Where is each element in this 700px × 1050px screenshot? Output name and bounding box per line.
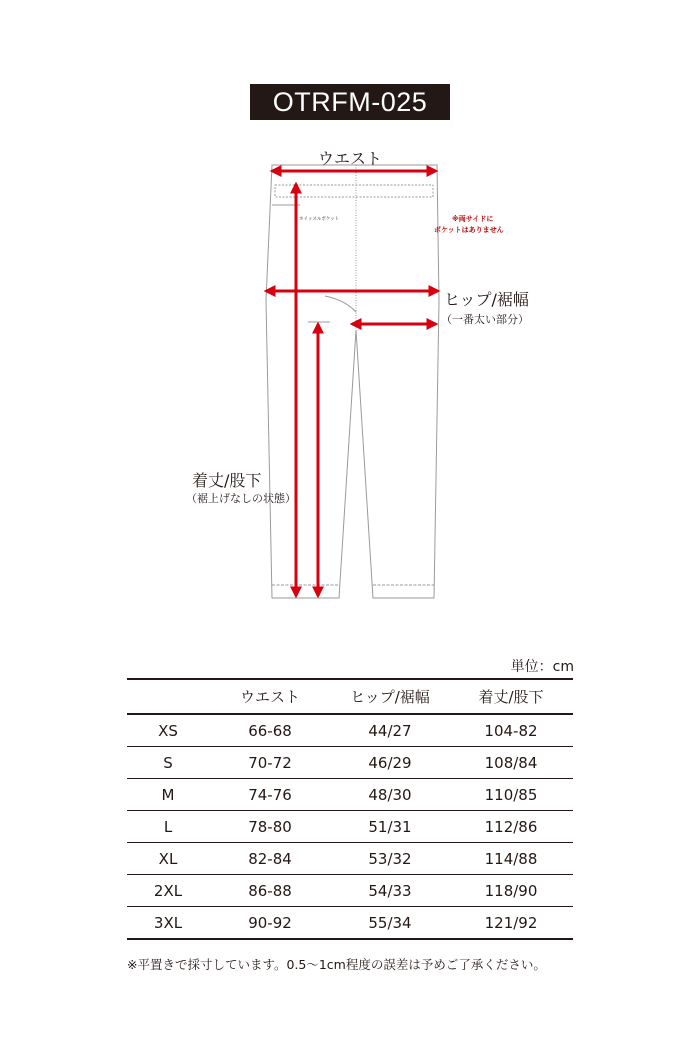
table-row [127,907,573,940]
hip-cell: 53/32 [368,849,412,868]
length-cell: 108/84 [484,753,538,772]
length-cell: 110/85 [484,785,538,804]
hip-cell: 44/27 [368,721,412,740]
length-note: （裾上げなしの状態） [186,492,296,505]
hip-cell: 55/34 [368,913,412,932]
pocket-note-line2: ポケットはありません [434,226,504,234]
waist-cell: 86-88 [248,881,292,900]
length-cell: 118/90 [484,881,538,900]
header-cell: ウエスト [239,688,300,706]
hip-label: ヒップ/裾幅 [444,290,529,309]
length-cell: 104-82 [484,721,538,740]
waist-cell: 78-80 [248,817,292,836]
pocket-label: ホイッスルポケット [299,217,340,222]
length-cell: 121/92 [484,913,538,932]
hip-cell: 46/29 [368,753,412,772]
waist-cell: 70-72 [248,753,292,772]
hip-note: （一番太い部分） [441,313,529,326]
header-cell [127,679,209,714]
size-cell: XS [158,721,178,740]
hip-cell: 51/31 [368,817,412,836]
length-cell: 114/88 [484,849,538,868]
waist-cell: 90-92 [248,913,292,932]
table-row [127,714,573,747]
waist-label: ウエスト [318,149,383,168]
table-row [127,811,573,843]
table-row [127,747,573,779]
waist-cell: 66-68 [248,721,292,740]
pants-outline [266,165,439,598]
header-cell: 着丈/股下 [478,688,544,706]
waist-cell: 82-84 [248,849,292,868]
size-cell: XL [158,849,178,868]
size-table [127,678,573,940]
length-label: 着丈/股下 [192,471,262,490]
footnote: ※平置きで採寸しています。0.5〜1cm程度の誤差は予めご了承ください。 [127,957,546,972]
size-cell: 2XL [153,881,183,900]
table-row [127,875,573,907]
length-cell: 112/86 [484,817,538,836]
table-header-row [127,679,573,714]
pocket-note-line1: ※両サイドに [452,215,494,223]
size-cell: 3XL [153,913,183,932]
size-cell: S [163,753,173,772]
table-row [127,779,573,811]
unit-label: 単位：cm [510,659,574,675]
hip-cell: 48/30 [368,785,412,804]
size-cell: M [161,785,175,804]
size-cell: L [163,817,173,836]
product-code-title: OTRFM-025 [250,84,450,120]
table-row [127,843,573,875]
waist-cell: 74-76 [248,785,292,804]
header-cell: ヒップ/裾幅 [350,688,430,706]
hip-cell: 54/33 [368,881,412,900]
